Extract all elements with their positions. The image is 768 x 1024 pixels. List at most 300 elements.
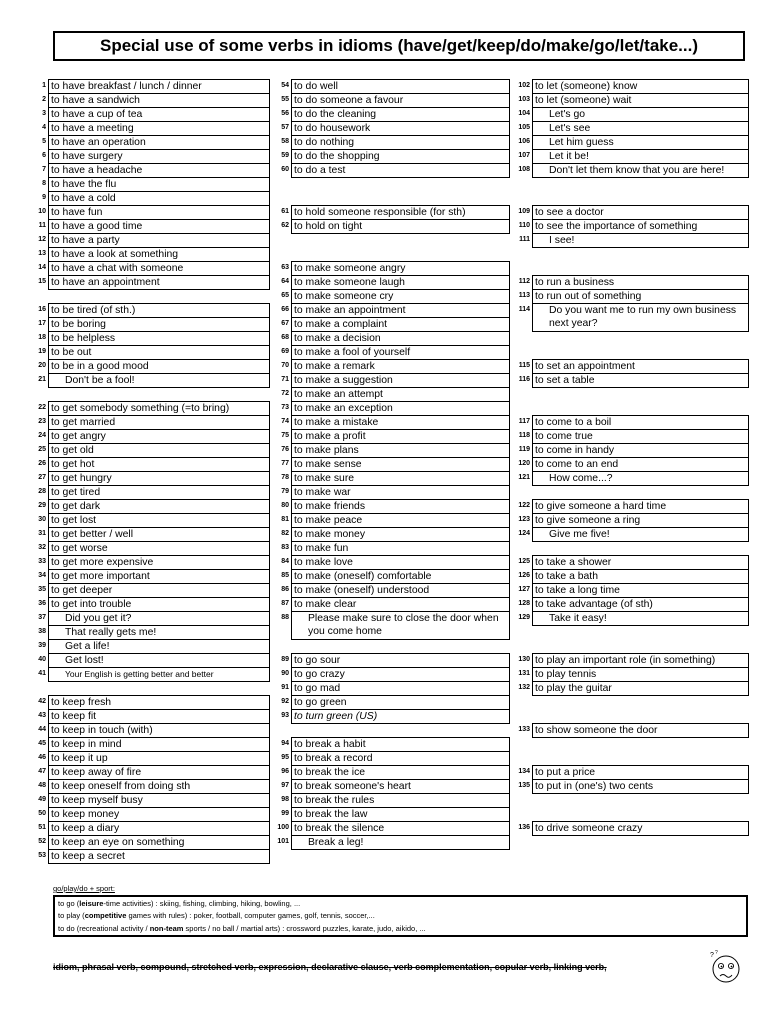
- idiom-row: [509, 765, 749, 779]
- idiom-text: to keep a diary: [48, 821, 270, 835]
- idiom-row: [25, 821, 270, 835]
- idiom-row: [509, 723, 749, 737]
- idiom-number: 49: [38, 796, 46, 803]
- idiom-row: [25, 149, 270, 163]
- idiom-row: [268, 485, 510, 499]
- idiom-row: [268, 401, 510, 415]
- idiom-text: to break someone's heart: [291, 779, 510, 793]
- idiom-number: 67: [281, 320, 289, 327]
- idiom-text: to give someone a ring: [532, 513, 749, 527]
- idiom-row: [509, 79, 749, 93]
- idiom-number: 16: [38, 306, 46, 313]
- idiom-row: [268, 275, 510, 289]
- idiom-number: 58: [281, 138, 289, 145]
- idiom-text: Your English is getting better and better: [48, 667, 270, 682]
- idiom-number: 81: [281, 516, 289, 523]
- idiom-row: [509, 219, 749, 233]
- idiom-row: [25, 611, 270, 625]
- idiom-text: to make a remark: [291, 359, 510, 373]
- idiom-number: 54: [281, 82, 289, 89]
- idiom-row: [25, 247, 270, 261]
- idiom-row: [509, 527, 749, 541]
- row-gap: [509, 345, 749, 359]
- idiom-row: [25, 359, 270, 373]
- idiom-text: Don't be a fool!: [48, 373, 270, 388]
- idiom-text: to get worse: [48, 541, 270, 555]
- idiom-text: to set an appointment: [532, 359, 749, 373]
- idiom-text: to make a mistake: [291, 415, 510, 429]
- idiom-number: 56: [281, 110, 289, 117]
- idiom-text: How come...?: [532, 471, 749, 486]
- idiom-row: [25, 653, 270, 667]
- idiom-number: 36: [38, 600, 46, 607]
- idiom-row: [268, 751, 510, 765]
- idiom-text: to get more expensive: [48, 555, 270, 569]
- idiom-number: 117: [518, 418, 530, 425]
- idiom-number: 74: [281, 418, 289, 425]
- idiom-row: [509, 597, 749, 611]
- idiom-number: 9: [42, 194, 46, 201]
- idiom-text: Take it easy!: [532, 611, 749, 626]
- idiom-row: [25, 443, 270, 457]
- idiom-number: 120: [518, 460, 530, 467]
- idiom-text: to make war: [291, 485, 510, 499]
- idiom-number: 130: [518, 656, 530, 663]
- idiom-row: [268, 387, 510, 401]
- idiom-row: [509, 149, 749, 163]
- idiom-row: [268, 359, 510, 373]
- idiom-text: to break a record: [291, 751, 510, 765]
- idiom-text: to come in handy: [532, 443, 749, 457]
- idiom-text: to make plans: [291, 443, 510, 457]
- idiom-row: [509, 443, 749, 457]
- idiom-number: 66: [281, 306, 289, 313]
- idiom-number: 47: [38, 768, 46, 775]
- idiom-text: Please make sure to close the door when you come home: [291, 611, 510, 640]
- idiom-row: [25, 415, 270, 429]
- idiom-text: to keep money: [48, 807, 270, 821]
- idiom-number: 28: [38, 488, 46, 495]
- page-title: Special use of some verbs in idioms (have/get/keep/do/make/go/let/take...): [53, 31, 745, 61]
- idiom-text: to get old: [48, 443, 270, 457]
- idiom-text: to have a cold: [48, 191, 270, 205]
- idiom-number: 132: [518, 684, 530, 691]
- idiom-number: 37: [38, 614, 46, 621]
- idiom-row: [268, 373, 510, 387]
- idiom-row: [25, 779, 270, 793]
- row-gap: [509, 247, 749, 261]
- idiom-row: [268, 443, 510, 457]
- idiom-text: Let him guess: [532, 135, 749, 149]
- idiom-text: to be boring: [48, 317, 270, 331]
- idiom-number: 88: [281, 614, 289, 621]
- idiom-text: to make someone laugh: [291, 275, 510, 289]
- idiom-text: to get more important: [48, 569, 270, 583]
- idiom-text: to get tired: [48, 485, 270, 499]
- idiom-number: 126: [518, 572, 530, 579]
- idiom-text: to see the importance of something: [532, 219, 749, 233]
- idiom-row: [268, 499, 510, 513]
- idiom-text: to come to a boil: [532, 415, 749, 429]
- idiom-text: That really gets me!: [48, 625, 270, 639]
- confused-face-icon: [707, 948, 745, 986]
- idiom-number: 6: [42, 152, 46, 159]
- idiom-row: [268, 261, 510, 275]
- idiom-text: to keep myself busy: [48, 793, 270, 807]
- idiom-text: to make someone angry: [291, 261, 510, 275]
- idiom-text: Let it be!: [532, 149, 749, 163]
- idiom-text: to go crazy: [291, 667, 510, 681]
- idiom-row: [268, 135, 510, 149]
- idiom-number: 104: [518, 110, 530, 117]
- idiom-number: 34: [38, 572, 46, 579]
- idiom-text: to take advantage (of sth): [532, 597, 749, 611]
- idiom-number: 129: [518, 614, 530, 621]
- idiom-number: 128: [518, 600, 530, 607]
- row-gap: [509, 625, 749, 639]
- idiom-text: to give someone a hard time: [532, 499, 749, 513]
- idiom-text: to keep in touch (with): [48, 723, 270, 737]
- idiom-number: 71: [281, 376, 289, 383]
- idiom-text: to let (someone) wait: [532, 93, 749, 107]
- idiom-number: 106: [518, 138, 530, 145]
- idiom-number: 15: [38, 278, 46, 285]
- svg-text:?: ?: [710, 952, 714, 959]
- idiom-number: 11: [38, 222, 46, 229]
- idiom-number: 31: [38, 530, 46, 537]
- idiom-text: to play an important role (in something): [532, 653, 749, 667]
- idiom-text: to keep away of fire: [48, 765, 270, 779]
- idiom-row: [25, 471, 270, 485]
- note-line: to play (competitive games with rules) : poker, football, computer games, golf, tennis, soccer,...: [58, 911, 375, 921]
- idiom-row: [268, 121, 510, 135]
- idiom-text: Let's go: [532, 107, 749, 121]
- idiom-number: 78: [281, 474, 289, 481]
- idiom-number: 97: [281, 782, 289, 789]
- idiom-text: to make sure: [291, 471, 510, 485]
- idiom-row: [268, 149, 510, 163]
- row-gap: [509, 387, 749, 401]
- idiom-row: [509, 415, 749, 429]
- idiom-number: 68: [281, 334, 289, 341]
- idiom-number: 70: [281, 362, 289, 369]
- row-gap: [268, 177, 510, 191]
- idiom-number: 57: [281, 124, 289, 131]
- idiom-row: [509, 457, 749, 471]
- idiom-number: 136: [518, 824, 530, 831]
- idiom-number: 45: [38, 740, 46, 747]
- idiom-number: 94: [281, 740, 289, 747]
- idiom-row: [25, 261, 270, 275]
- idiom-text: to get dark: [48, 499, 270, 513]
- idiom-text: to make a fool of yourself: [291, 345, 510, 359]
- idiom-text: to make peace: [291, 513, 510, 527]
- idiom-row: [25, 499, 270, 513]
- footer-terms: idiom, phrasal verb, compound, stretched verb, expression, declarative clause, verb complementation, copular verb, linking verb,: [53, 962, 607, 972]
- idiom-row: [509, 513, 749, 527]
- idiom-text: to go sour: [291, 653, 510, 667]
- row-gap: [509, 639, 749, 653]
- idiom-row: [268, 835, 510, 849]
- idiom-number: 101: [277, 838, 289, 845]
- idiom-number: 33: [38, 558, 46, 565]
- idiom-number: 8: [42, 180, 46, 187]
- idiom-text: to have a cup of tea: [48, 107, 270, 121]
- idiom-number: 50: [38, 810, 46, 817]
- idiom-number: 134: [518, 768, 530, 775]
- idiom-row: [268, 765, 510, 779]
- row-gap: [268, 723, 510, 737]
- idiom-text: to have an operation: [48, 135, 270, 149]
- idiom-text: to hold on tight: [291, 219, 510, 234]
- idiom-number: 69: [281, 348, 289, 355]
- idiom-number: 59: [281, 152, 289, 159]
- row-gap: [509, 541, 749, 555]
- idiom-number: 131: [518, 670, 530, 677]
- idiom-number: 25: [38, 446, 46, 453]
- idiom-row: [25, 709, 270, 723]
- idiom-text: Do you want me to run my own business next year?: [532, 303, 749, 332]
- idiom-text: to do a test: [291, 163, 510, 178]
- idiom-column-1: [25, 79, 270, 863]
- idiom-text: to take a shower: [532, 555, 749, 569]
- idiom-text: to keep a secret: [48, 849, 270, 864]
- idiom-row: [25, 751, 270, 765]
- idiom-number: 123: [518, 516, 530, 523]
- idiom-text: to make friends: [291, 499, 510, 513]
- idiom-number: 60: [281, 166, 289, 173]
- idiom-text: to be helpless: [48, 331, 270, 345]
- idiom-row: [25, 737, 270, 751]
- idiom-row: [25, 121, 270, 135]
- idiom-row: [268, 793, 510, 807]
- idiom-number: 46: [38, 754, 46, 761]
- idiom-text: to have fun: [48, 205, 270, 219]
- idiom-number: 133: [518, 726, 530, 733]
- idiom-text: to have an appointment: [48, 275, 270, 290]
- row-gap: [509, 331, 749, 345]
- row-gap: [509, 793, 749, 807]
- idiom-row: [268, 709, 510, 723]
- idiom-row: [268, 345, 510, 359]
- idiom-text: to make (oneself) comfortable: [291, 569, 510, 583]
- idiom-row: [25, 807, 270, 821]
- idiom-text: to go green: [291, 695, 510, 709]
- idiom-row: [25, 345, 270, 359]
- idiom-text: to take a bath: [532, 569, 749, 583]
- idiom-number: 22: [38, 404, 46, 411]
- idiom-number: 85: [281, 572, 289, 579]
- idiom-row: [268, 79, 510, 93]
- idiom-number: 24: [38, 432, 46, 439]
- idiom-number: 4: [42, 124, 46, 131]
- idiom-number: 113: [518, 292, 530, 299]
- idiom-row: [509, 569, 749, 583]
- notes-caption: go/play/do + sport:: [53, 884, 115, 893]
- idiom-row: [25, 569, 270, 583]
- idiom-row: [25, 695, 270, 709]
- idiom-text: to have the flu: [48, 177, 270, 191]
- idiom-row: [25, 583, 270, 597]
- idiom-number: 100: [277, 824, 289, 831]
- idiom-number: 102: [518, 82, 530, 89]
- idiom-number: 96: [281, 768, 289, 775]
- idiom-row: [25, 625, 270, 639]
- idiom-text: to drive someone crazy: [532, 821, 749, 836]
- idiom-number: 91: [281, 684, 289, 691]
- idiom-text: to do someone a favour: [291, 93, 510, 107]
- row-gap: [25, 681, 270, 695]
- idiom-row: [268, 107, 510, 121]
- idiom-number: 112: [518, 278, 530, 285]
- idiom-row: [25, 93, 270, 107]
- idiom-row: [268, 303, 510, 317]
- idiom-number: 110: [518, 222, 530, 229]
- idiom-text: Let's see: [532, 121, 749, 135]
- note-line: to go (leisure-time activities) : skiing, fishing, climbing, hiking, bowling, ...: [58, 899, 301, 908]
- idiom-text: to put in (one's) two cents: [532, 779, 749, 794]
- idiom-text: to keep it up: [48, 751, 270, 765]
- idiom-row: [25, 667, 270, 681]
- idiom-row: [268, 807, 510, 821]
- idiom-row: [268, 219, 510, 233]
- idiom-row: [509, 359, 749, 373]
- idiom-text: to get into trouble: [48, 597, 270, 611]
- idiom-number: 48: [38, 782, 46, 789]
- idiom-number: 98: [281, 796, 289, 803]
- idiom-row: [25, 163, 270, 177]
- idiom-number: 1: [42, 82, 46, 89]
- idiom-row: [25, 401, 270, 415]
- idiom-text: to do well: [291, 79, 510, 93]
- row-gap: [268, 247, 510, 261]
- idiom-row: [268, 555, 510, 569]
- idiom-row: [25, 303, 270, 317]
- idiom-text: to turn green (US): [291, 709, 510, 724]
- idiom-text: to do the cleaning: [291, 107, 510, 121]
- idiom-row: [25, 835, 270, 849]
- idiom-number: 52: [38, 838, 46, 845]
- idiom-number: 77: [281, 460, 289, 467]
- idiom-number: 27: [38, 474, 46, 481]
- idiom-row: [509, 135, 749, 149]
- idiom-row: [509, 205, 749, 219]
- idiom-number: 17: [38, 320, 46, 327]
- idiom-text: Did you get it?: [48, 611, 270, 625]
- idiom-text: to break a habit: [291, 737, 510, 751]
- idiom-number: 118: [518, 432, 530, 439]
- idiom-number: 87: [281, 600, 289, 607]
- idiom-number: 40: [38, 656, 46, 663]
- idiom-text: to go mad: [291, 681, 510, 695]
- idiom-text: to be in a good mood: [48, 359, 270, 373]
- idiom-text: Break a leg!: [291, 835, 510, 850]
- idiom-row: [509, 373, 749, 387]
- row-gap: [25, 289, 270, 303]
- idiom-row: [25, 191, 270, 205]
- idiom-text: to make a complaint: [291, 317, 510, 331]
- idiom-row: [509, 275, 749, 289]
- idiom-number: 122: [518, 502, 530, 509]
- idiom-number: 13: [38, 250, 46, 257]
- idiom-number: 23: [38, 418, 46, 425]
- idiom-number: 30: [38, 516, 46, 523]
- idiom-row: [509, 611, 749, 625]
- idiom-column-2: [268, 79, 510, 849]
- idiom-text: to get lost: [48, 513, 270, 527]
- idiom-number: 127: [518, 586, 530, 593]
- idiom-text: to have surgery: [48, 149, 270, 163]
- idiom-text: to have a sandwich: [48, 93, 270, 107]
- idiom-row: [25, 597, 270, 611]
- idiom-row: [268, 163, 510, 177]
- idiom-number: 38: [38, 628, 46, 635]
- idiom-number: 19: [38, 348, 46, 355]
- idiom-number: 26: [38, 460, 46, 467]
- idiom-row: [509, 93, 749, 107]
- idiom-number: 125: [518, 558, 530, 565]
- idiom-text: to have a look at something: [48, 247, 270, 261]
- idiom-number: 115: [518, 362, 530, 369]
- idiom-row: [268, 513, 510, 527]
- idiom-number: 84: [281, 558, 289, 565]
- idiom-number: 109: [518, 208, 530, 215]
- idiom-number: 61: [281, 208, 289, 215]
- idiom-row: [25, 457, 270, 471]
- idiom-text: to make sense: [291, 457, 510, 471]
- row-gap: [509, 751, 749, 765]
- idiom-row: [25, 555, 270, 569]
- idiom-number: 18: [38, 334, 46, 341]
- idiom-text: to get deeper: [48, 583, 270, 597]
- idiom-row: [509, 233, 749, 247]
- idiom-text: to do housework: [291, 121, 510, 135]
- idiom-text: I see!: [532, 233, 749, 248]
- idiom-row: [25, 639, 270, 653]
- idiom-number: 119: [518, 446, 530, 453]
- note-line: to do (recreational activity / non-team sports / no ball / martial arts) : crossword puzzles, karate, judo, aikido, ...: [58, 923, 426, 933]
- idiom-text: to be tired (of sth.): [48, 303, 270, 317]
- idiom-number: 95: [281, 754, 289, 761]
- idiom-text: to be out: [48, 345, 270, 359]
- row-gap: [509, 807, 749, 821]
- idiom-text: to set a table: [532, 373, 749, 388]
- idiom-row: [268, 737, 510, 751]
- idiom-text: to get angry: [48, 429, 270, 443]
- row-gap: [25, 387, 270, 401]
- idiom-number: 63: [281, 264, 289, 271]
- idiom-text: to make an appointment: [291, 303, 510, 317]
- idiom-text: to keep an eye on something: [48, 835, 270, 849]
- idiom-row: [25, 527, 270, 541]
- idiom-number: 92: [281, 698, 289, 705]
- idiom-row: [268, 93, 510, 107]
- idiom-number: 42: [38, 698, 46, 705]
- idiom-number: 135: [518, 782, 530, 789]
- idiom-row: [268, 597, 510, 611]
- idiom-text: to get somebody something (=to bring): [48, 401, 270, 415]
- idiom-row: [25, 513, 270, 527]
- idiom-row: [25, 79, 270, 93]
- idiom-row: [509, 583, 749, 597]
- idiom-text: to take a long time: [532, 583, 749, 597]
- idiom-text: to play the guitar: [532, 681, 749, 696]
- idiom-text: to do nothing: [291, 135, 510, 149]
- idiom-number: 79: [281, 488, 289, 495]
- idiom-number: 83: [281, 544, 289, 551]
- idiom-text: to make an attempt: [291, 387, 510, 401]
- idiom-row: [509, 667, 749, 681]
